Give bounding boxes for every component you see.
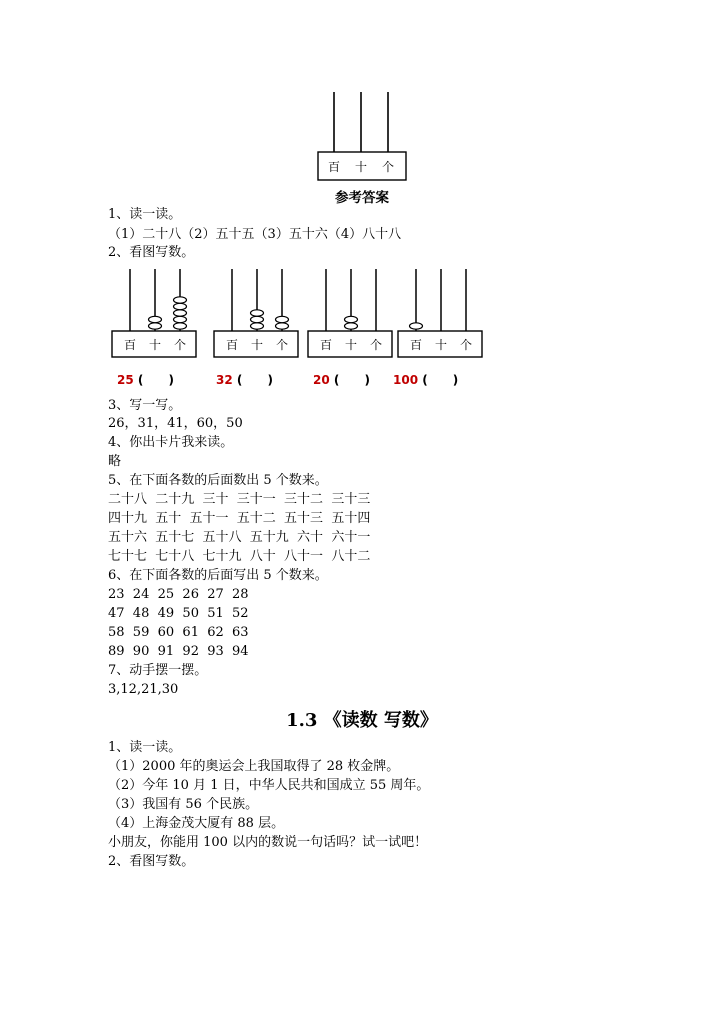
q5-row: 二十八 二十九 三十 三十一 三十二 三十三: [108, 492, 371, 507]
q3-answer: 26，31，41，60，50: [108, 416, 243, 431]
abacus-place-label: 个: [173, 338, 187, 352]
abacus-answer-number: 20: [313, 373, 330, 387]
abacus-bead: [345, 323, 358, 329]
abacus-place-label: 个: [459, 338, 473, 352]
q1-heading: 1、读一读。: [108, 207, 182, 222]
q4-answer: 略: [108, 454, 122, 469]
section-q2-heading: 2、看图写数。: [108, 854, 195, 869]
abacus-drawing: [396, 267, 484, 363]
abacus-bead: [174, 310, 187, 316]
q5-row: 五十六 五十七 五十八 五十九 六十 六十一: [108, 530, 371, 545]
section-title: 1.3 《读数 写数》: [286, 710, 438, 731]
top-abacus-label-tens: 十: [354, 160, 368, 174]
abacus-answer-blank: ( ): [422, 373, 459, 387]
q6-heading: 6、在下面各数的后面写出 5 个数来。: [108, 568, 328, 583]
q6-row: 23 24 25 26 27 28: [108, 587, 249, 602]
section-item: （3）我国有 56 个民族。: [108, 797, 259, 812]
q6-row: 58 59 60 61 62 63: [108, 625, 249, 640]
abacus-bead: [410, 323, 423, 329]
section-prompt: 小朋友，你能用 100 以内的数说一句话吗？试一试吧！: [108, 835, 428, 850]
abacus-drawing: [306, 267, 394, 363]
abacus-drawing: [212, 267, 300, 363]
abacus-bead: [276, 323, 289, 329]
abacus-answer-4: [393, 373, 458, 387]
abacus-place-label: 个: [369, 338, 383, 352]
section-item: （1）2000 年的奥运会上我国取得了 28 枚金牌。: [108, 759, 400, 774]
abacus-place-label: 十: [250, 338, 264, 352]
abacus-1: [110, 267, 198, 363]
abacus-4: [396, 267, 484, 363]
top-abacus: [316, 90, 408, 184]
abacus-answer-3: [313, 373, 370, 387]
abacus-bead: [345, 316, 358, 322]
abacus-answer-blank: ( ): [333, 373, 370, 387]
abacus-3: [306, 267, 394, 363]
abacus-answer-2: [216, 373, 273, 387]
top-abacus-drawing: [316, 90, 408, 184]
abacus-place-label: 百: [123, 338, 137, 352]
abacus-bead: [276, 316, 289, 322]
abacus-place-label: 十: [344, 338, 358, 352]
abacus-bead: [251, 310, 264, 316]
abacus-place-label: 百: [409, 338, 423, 352]
abacus-bead: [174, 316, 187, 322]
abacus-drawing: [110, 267, 198, 363]
abacus-place-label: 百: [225, 338, 239, 352]
top-abacus-label-ones: 个: [381, 160, 395, 174]
q5-row: 四十九 五十 五十一 五十二 五十三 五十四: [108, 511, 371, 526]
q5-row: 七十七 七十八 七十九 八十 八十一 八十二: [108, 549, 371, 564]
q5-heading: 5、在下面各数的后面数出 5 个数来。: [108, 473, 328, 488]
q6-row: 47 48 49 50 51 52: [108, 606, 249, 621]
abacus-place-label: 百: [319, 338, 333, 352]
abacus-answer-1: [117, 373, 174, 387]
abacus-bead: [174, 323, 187, 329]
abacus-place-label: 十: [148, 338, 162, 352]
section-item: （2）今年 10 月 1 日，中华人民共和国成立 55 周年。: [108, 778, 430, 793]
abacus-answer-blank: ( ): [137, 373, 174, 387]
q7-heading: 7、动手摆一摆。: [108, 663, 208, 678]
abacus-bead: [149, 316, 162, 322]
abacus-place-label: 个: [275, 338, 289, 352]
q4-heading: 4、你出卡片我来读。: [108, 435, 234, 450]
abacus-bead: [251, 316, 264, 322]
answer-title: 参考答案: [335, 190, 389, 206]
q6-row: 89 90 91 92 93 94: [108, 644, 249, 659]
q7-answer: 3,12,21,30: [108, 682, 179, 697]
abacus-answer-number: 25: [117, 373, 134, 387]
abacus-bead: [174, 303, 187, 309]
q3-heading: 3、写一写。: [108, 398, 182, 413]
q2-heading: 2、看图写数。: [108, 245, 195, 260]
section-q1-heading: 1、读一读。: [108, 740, 182, 755]
abacus-answer-number: 32: [216, 373, 233, 387]
abacus-bead: [174, 297, 187, 303]
abacus-bead: [251, 323, 264, 329]
top-abacus-label-hundreds: 百: [327, 160, 341, 174]
abacus-2: [212, 267, 300, 363]
abacus-answer-number: 100: [393, 373, 419, 387]
abacus-answer-blank: ( ): [236, 373, 273, 387]
abacus-place-label: 十: [434, 338, 448, 352]
section-item: （4）上海金茂大厦有 88 层。: [108, 816, 285, 831]
abacus-bead: [149, 323, 162, 329]
q1-answer: （1）二十八（2）五十五（3）五十六（4）八十八: [108, 227, 402, 242]
